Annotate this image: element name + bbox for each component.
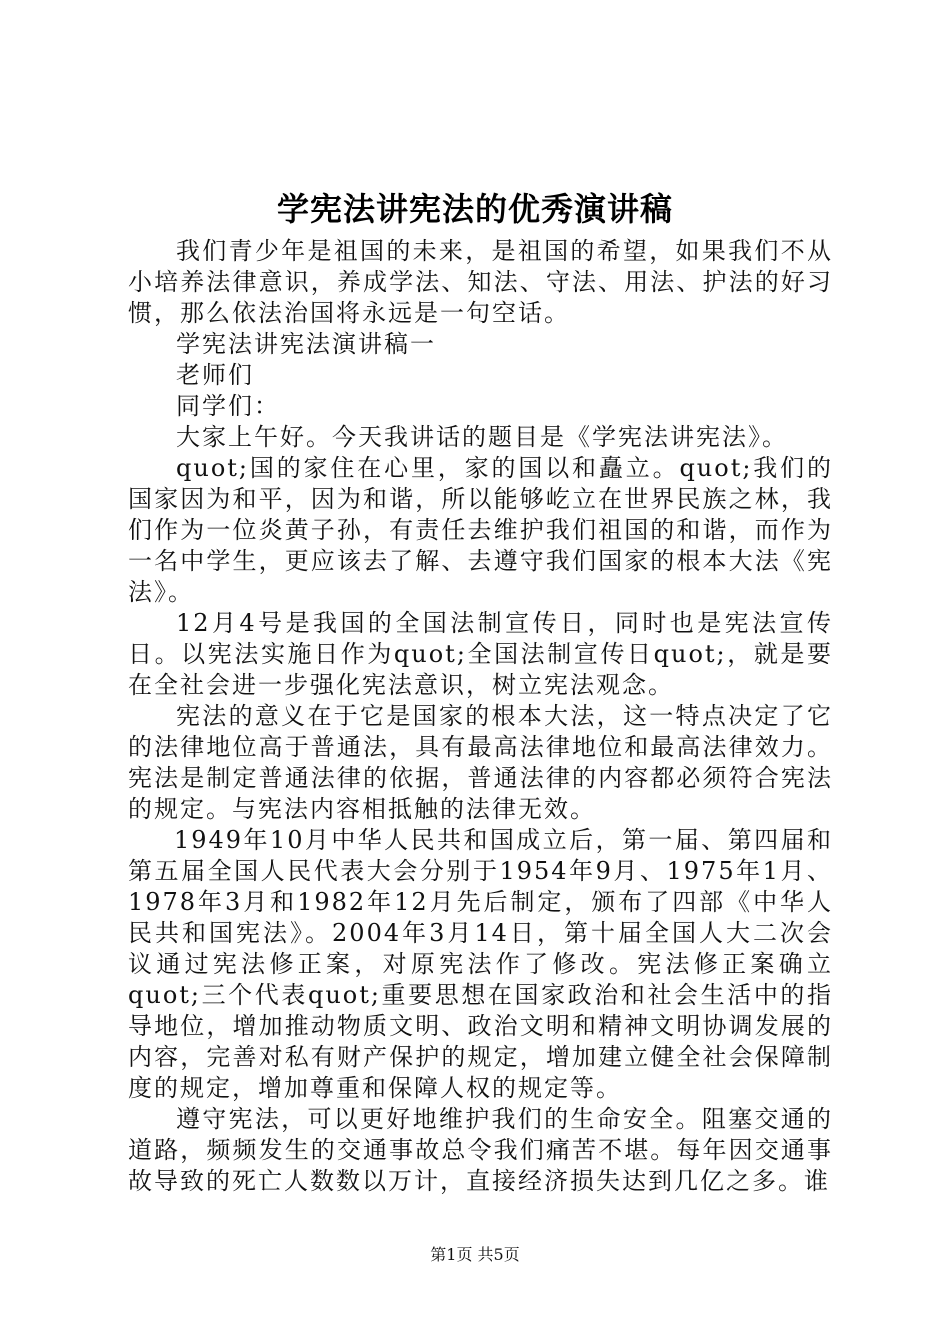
paragraph-greeting-students: 同学们：	[176, 392, 280, 420]
paragraph-publicity-day: 12月4号是我国的全国法制宣传日，同时也是宪法宣传日。以宪法实施日作为quot;全国法制宣传日quot;，就是要在全社会进一步强化宪法意识，树立宪法观念。	[128, 609, 833, 699]
document-body	[128, 236, 833, 1197]
paragraph-safety: 遵守宪法，可以更好地维护我们的生命安全。阻塞交通的道路，频频发生的交通事故总令我们痛苦不堪。每年因交通事故导致的死亡人数数以万计，直接经济损失达到几亿之多。谁	[128, 1105, 833, 1195]
paragraph-history: 1949年10月中华人民共和国成立后，第一届、第四届和第五届全国人民代表大会分别于1954年9月、1975年1月、1978年3月和1982年12月先后制定，颁布了四部《中华人民共和国宪法》。2004年3月14日，第十届全国人大二次会议通过宪法修正案，对原宪法作了修改。宪法修正案确立quot;三个代表quot;重要思想在国家政治和社会生活中的指导地位，增加推动物质文明、政治文明和精神文明协调发展的内容，完善对私有财产保护的规定，增加建立健全社会保障制度的规定，增加尊重和保障人权的规定等。	[128, 826, 833, 1102]
paragraph-intro: 我们青少年是祖国的未来，是祖国的希望，如果我们不从小培养法律意识，养成学法、知法、守法、用法、护法的好习惯，那么依法治国将永远是一句空话。	[128, 237, 833, 327]
document-title: 学宪法讲宪法的优秀演讲稿	[276, 190, 673, 228]
paragraph-greeting-teachers: 老师们	[176, 361, 254, 389]
paragraph-meaning: 宪法的意义在于它是国家的根本大法，这一特点决定了它的法律地位高于普通法，具有最高法律地位和最高法律效力。宪法是制定普通法律的依据，普通法律的内容都必须符合宪法的规定。与宪法内容相抵触的法律无效。	[128, 702, 833, 823]
page-footer: 第1页 共5页	[430, 1245, 520, 1264]
paragraph-harmony: quot;国的家住在心里，家的国以和矗立。quot;我们的国家因为和平，因为和谐，所以能够屹立在世界民族之林，我们作为一位炎黄子孙，有责任去维护我们祖国的和谐，而作为一名中学生，更应该去了解、去遵守我们国家的根本大法《宪法》。	[128, 454, 833, 606]
paragraph-opening: 大家上午好。今天我讲话的题目是《学宪法讲宪法》。	[176, 423, 788, 451]
paragraph-speech-title: 学宪法讲宪法演讲稿一	[176, 330, 436, 358]
